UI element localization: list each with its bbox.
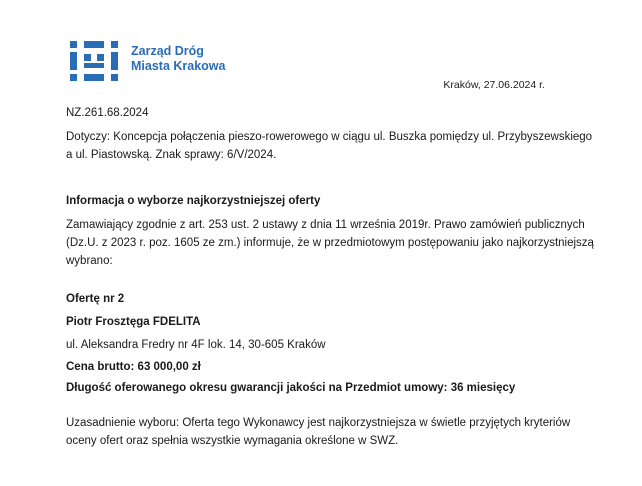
subject xyxy=(66,128,596,164)
place-date: Kraków, 27.06.2024 r. xyxy=(443,79,545,91)
subject-text: Koncepcja połączenia pieszo-rowerowego w ciągu ul. Buszka pomiędzy ul. Przybyszewskiego a ul. Piastowską. Znak sprawy: 6/V/2024. xyxy=(66,131,593,161)
warranty-period: Długość oferowanego okresu gwarancji jakości na Przedmiot umowy: 36 miesięcy xyxy=(66,382,516,394)
justification-text: Oferta tego Wykonawcy jest najkorzystniejsza w świetle przyjętych kryteriów oceny ofert oraz spełnia wszystkie wymagania określone w SWZ. xyxy=(66,417,571,447)
intro-paragraph: Zamawiający zgodnie z art. 253 ust. 2 ustawy z dnia 11 września 2019r. Prawo zamówień publicznych (Dz.U. z 2023 r. poz. 1605 ze zm.) informuje, że w przedmiotowym postępowaniu jako najkorzystniejszą wybrano: xyxy=(66,219,594,267)
contractor-name: Piotr Frosztęga FDELITA xyxy=(66,316,201,328)
subject-label: Dotyczy: xyxy=(66,131,111,143)
org-name xyxy=(131,44,225,74)
justification xyxy=(66,414,596,450)
justification-label: Uzasadnienie wyboru: xyxy=(66,417,180,429)
reference-number: NZ.261.68.2024 xyxy=(66,107,149,119)
org-name-line1: Zarząd Dróg xyxy=(131,44,204,58)
zdmk-logo-icon xyxy=(70,41,118,81)
section-title: Informacja o wyborze najkorzystniejszej oferty xyxy=(66,195,321,207)
org-name-line2: Miasta Krakowa xyxy=(131,59,226,73)
offer-number: Ofertę nr 2 xyxy=(66,293,125,305)
gross-price: Cena brutto: 63 000,00 zł xyxy=(66,361,201,373)
contractor-address: ul. Aleksandra Fredry nr 4F lok. 14, 30-605 Kraków xyxy=(66,339,326,351)
